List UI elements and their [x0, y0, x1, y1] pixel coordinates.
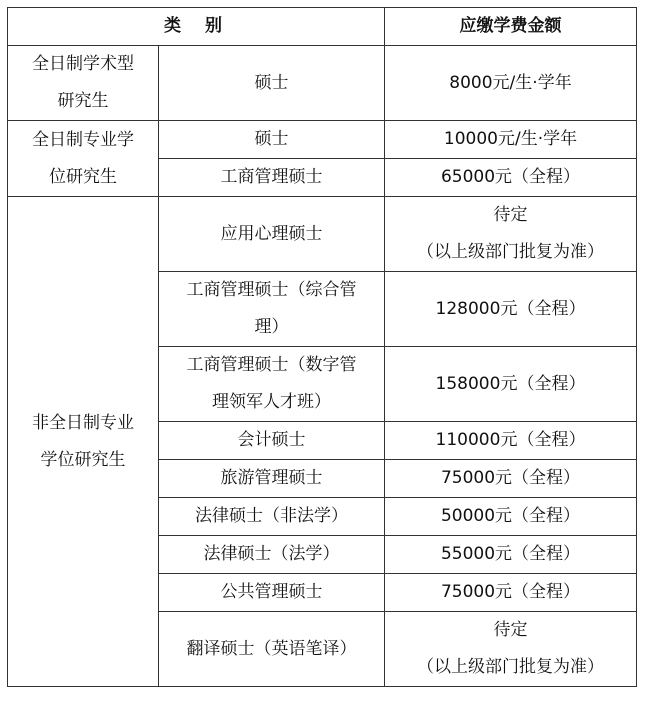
table-header-row	[8, 8, 637, 46]
fee-line: （以上级部门批复为准）	[417, 657, 604, 677]
fee-line: 75000元（全程）	[440, 582, 581, 602]
fee-line: 50000元（全程）	[440, 506, 581, 526]
fee-cell	[385, 347, 637, 422]
program-cell	[159, 612, 385, 687]
program-cell	[159, 460, 385, 498]
fee-line: 待定	[493, 205, 528, 225]
program-line: 硕士	[254, 129, 289, 149]
table-row	[8, 121, 637, 159]
program-line: 工商管理硕士（综合管	[186, 280, 357, 300]
program-line: 公共管理硕士	[220, 582, 323, 602]
program-cell	[159, 197, 385, 272]
program-cell	[159, 121, 385, 159]
program-cell	[159, 498, 385, 536]
fee-line: 8000元/生·学年	[449, 72, 572, 93]
program-line: 会计硕士	[237, 430, 306, 450]
fee-cell	[385, 46, 637, 121]
program-line: 硕士	[254, 72, 289, 93]
header-fee: 应缴学费金额	[385, 8, 637, 46]
program-line: 旅游管理硕士	[220, 468, 323, 488]
fee-cell	[385, 159, 637, 197]
fee-cell	[385, 422, 637, 460]
header-category: 类别	[8, 8, 385, 46]
fee-cell	[385, 460, 637, 498]
program-cell	[159, 574, 385, 612]
fee-cell	[385, 272, 637, 347]
fee-cell	[385, 197, 637, 272]
program-line: 理领军人才班）	[212, 392, 331, 412]
program-cell	[159, 536, 385, 574]
program-line: 应用心理硕士	[220, 223, 323, 244]
fee-cell	[385, 121, 637, 159]
program-line: 法律硕士（法学）	[203, 544, 340, 564]
program-line: 翻译硕士（英语笔译）	[186, 638, 357, 659]
table-body	[8, 46, 637, 687]
fee-line: 待定	[493, 620, 528, 640]
table-row	[8, 46, 637, 121]
program-cell	[159, 272, 385, 347]
program-cell	[159, 347, 385, 422]
fee-line: （以上级部门批复为准）	[417, 242, 604, 262]
program-line: 工商管理硕士（数字管	[186, 355, 357, 375]
fee-cell	[385, 574, 637, 612]
table-row	[8, 197, 637, 272]
tuition-fee-table	[7, 7, 637, 687]
fee-cell	[385, 536, 637, 574]
category-cell	[8, 46, 159, 121]
fee-line: 10000元/生·学年	[443, 129, 578, 149]
fee-line: 75000元（全程）	[440, 468, 581, 488]
category-line: 非全日制专业	[32, 412, 134, 433]
fee-cell	[385, 612, 637, 687]
fee-cell	[385, 498, 637, 536]
category-line: 位研究生	[49, 166, 117, 187]
category-cell	[8, 197, 159, 687]
fee-line: 158000元（全程）	[435, 373, 586, 394]
category-line: 全日制学术型	[32, 54, 134, 74]
fee-line: 128000元（全程）	[435, 298, 586, 319]
program-cell	[159, 422, 385, 460]
category-line: 研究生	[57, 91, 109, 111]
category-line: 学位研究生	[40, 449, 126, 470]
program-line: 法律硕士（非法学）	[195, 506, 348, 526]
program-line: 工商管理硕士	[220, 167, 323, 187]
fee-line: 65000元（全程）	[440, 167, 581, 187]
category-line: 全日制专业学	[32, 129, 134, 150]
program-cell	[159, 46, 385, 121]
fee-line: 110000元（全程）	[435, 430, 586, 450]
program-line: 理）	[254, 317, 289, 337]
category-cell	[8, 121, 159, 197]
fee-line: 55000元（全程）	[440, 544, 581, 564]
program-cell	[159, 159, 385, 197]
